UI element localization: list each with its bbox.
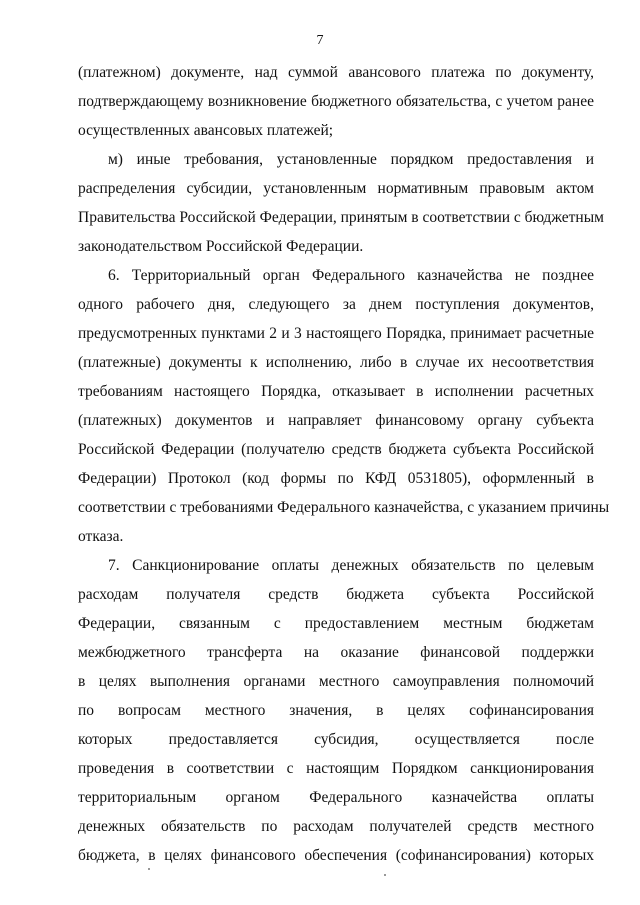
text-line: бюджета, в целях финансового обеспечения (софинансирования) которых <box>78 847 594 864</box>
scan-speck <box>148 868 150 870</box>
text-line: м) иные требования, установленные порядком предоставления и <box>108 151 594 168</box>
text-line: Федерации, связанным с предоставлением местным бюджетам <box>78 615 594 632</box>
paragraph-item-6 <box>78 261 610 551</box>
paragraph-item-m <box>78 145 604 261</box>
text-line: денежных обязательств по расходам получателей средств местного <box>78 818 594 835</box>
text-line: осуществленных авансовых платежей; <box>78 122 334 139</box>
text-line: территориальным органом Федерального казначейства оплаты <box>78 789 594 806</box>
scan-speck <box>384 874 386 876</box>
text-line: проведения в соответствии с настоящим Порядком санкционирования <box>78 760 594 777</box>
paragraph-item-7 <box>78 551 594 870</box>
text-line: Российской Федерации (получателю средств бюджета субъекта Российской <box>78 441 594 458</box>
text-line: которых предоставляется субсидия, осуществляется после <box>78 731 594 748</box>
text-line: требованиям настоящего Порядка, отказывает в исполнении расчетных <box>78 383 594 400</box>
text-line: (платежном) документе, над суммой авансового платежа по документу, <box>78 64 594 81</box>
text-line: (платежные) документы к исполнению, либо в случае их несоответствия <box>78 354 594 371</box>
text-line: отказа. <box>78 528 124 545</box>
text-line: одного рабочего дня, следующего за днем поступления документов, <box>78 296 594 313</box>
text-line: законодательством Российской Федерации. <box>78 238 364 255</box>
text-line: 6. Территориальный орган Федерального казначейства не позднее <box>108 267 594 284</box>
text-line: межбюджетного трансферта на оказание финансовой поддержки <box>78 644 594 661</box>
page-number: 7 <box>316 33 324 48</box>
text-line: предусмотренных пунктами 2 и 3 настоящего Порядка, принимает расчетные <box>78 325 594 342</box>
text-line: соответствии с требованиями Федерального казначейства, с указанием причины <box>78 499 610 516</box>
document-body <box>78 58 610 870</box>
text-line: распределения субсидии, установленным нормативным правовым актом <box>78 180 594 197</box>
text-line: расходам получателя средств бюджета субъекта Российской <box>78 586 594 603</box>
text-line: Федерации) Протокол (код формы по КФД 0531805), оформленный в <box>78 470 594 487</box>
paragraph-continuation <box>78 58 594 145</box>
text-line: по вопросам местного значения, в целях софинансирования <box>78 702 594 719</box>
text-line: Правительства Российской Федерации, принятым в соответствии с бюджетным <box>78 209 604 226</box>
text-line: (платежных) документов и направляет финансовому органу субъекта <box>78 412 594 429</box>
text-line: в целях выполнения органами местного самоуправления полномочий <box>78 673 594 690</box>
text-line: подтверждающему возникновение бюджетного обязательства, с учетом ранее <box>78 93 594 110</box>
text-line: 7. Санкционирование оплаты денежных обязательств по целевым <box>108 557 594 574</box>
